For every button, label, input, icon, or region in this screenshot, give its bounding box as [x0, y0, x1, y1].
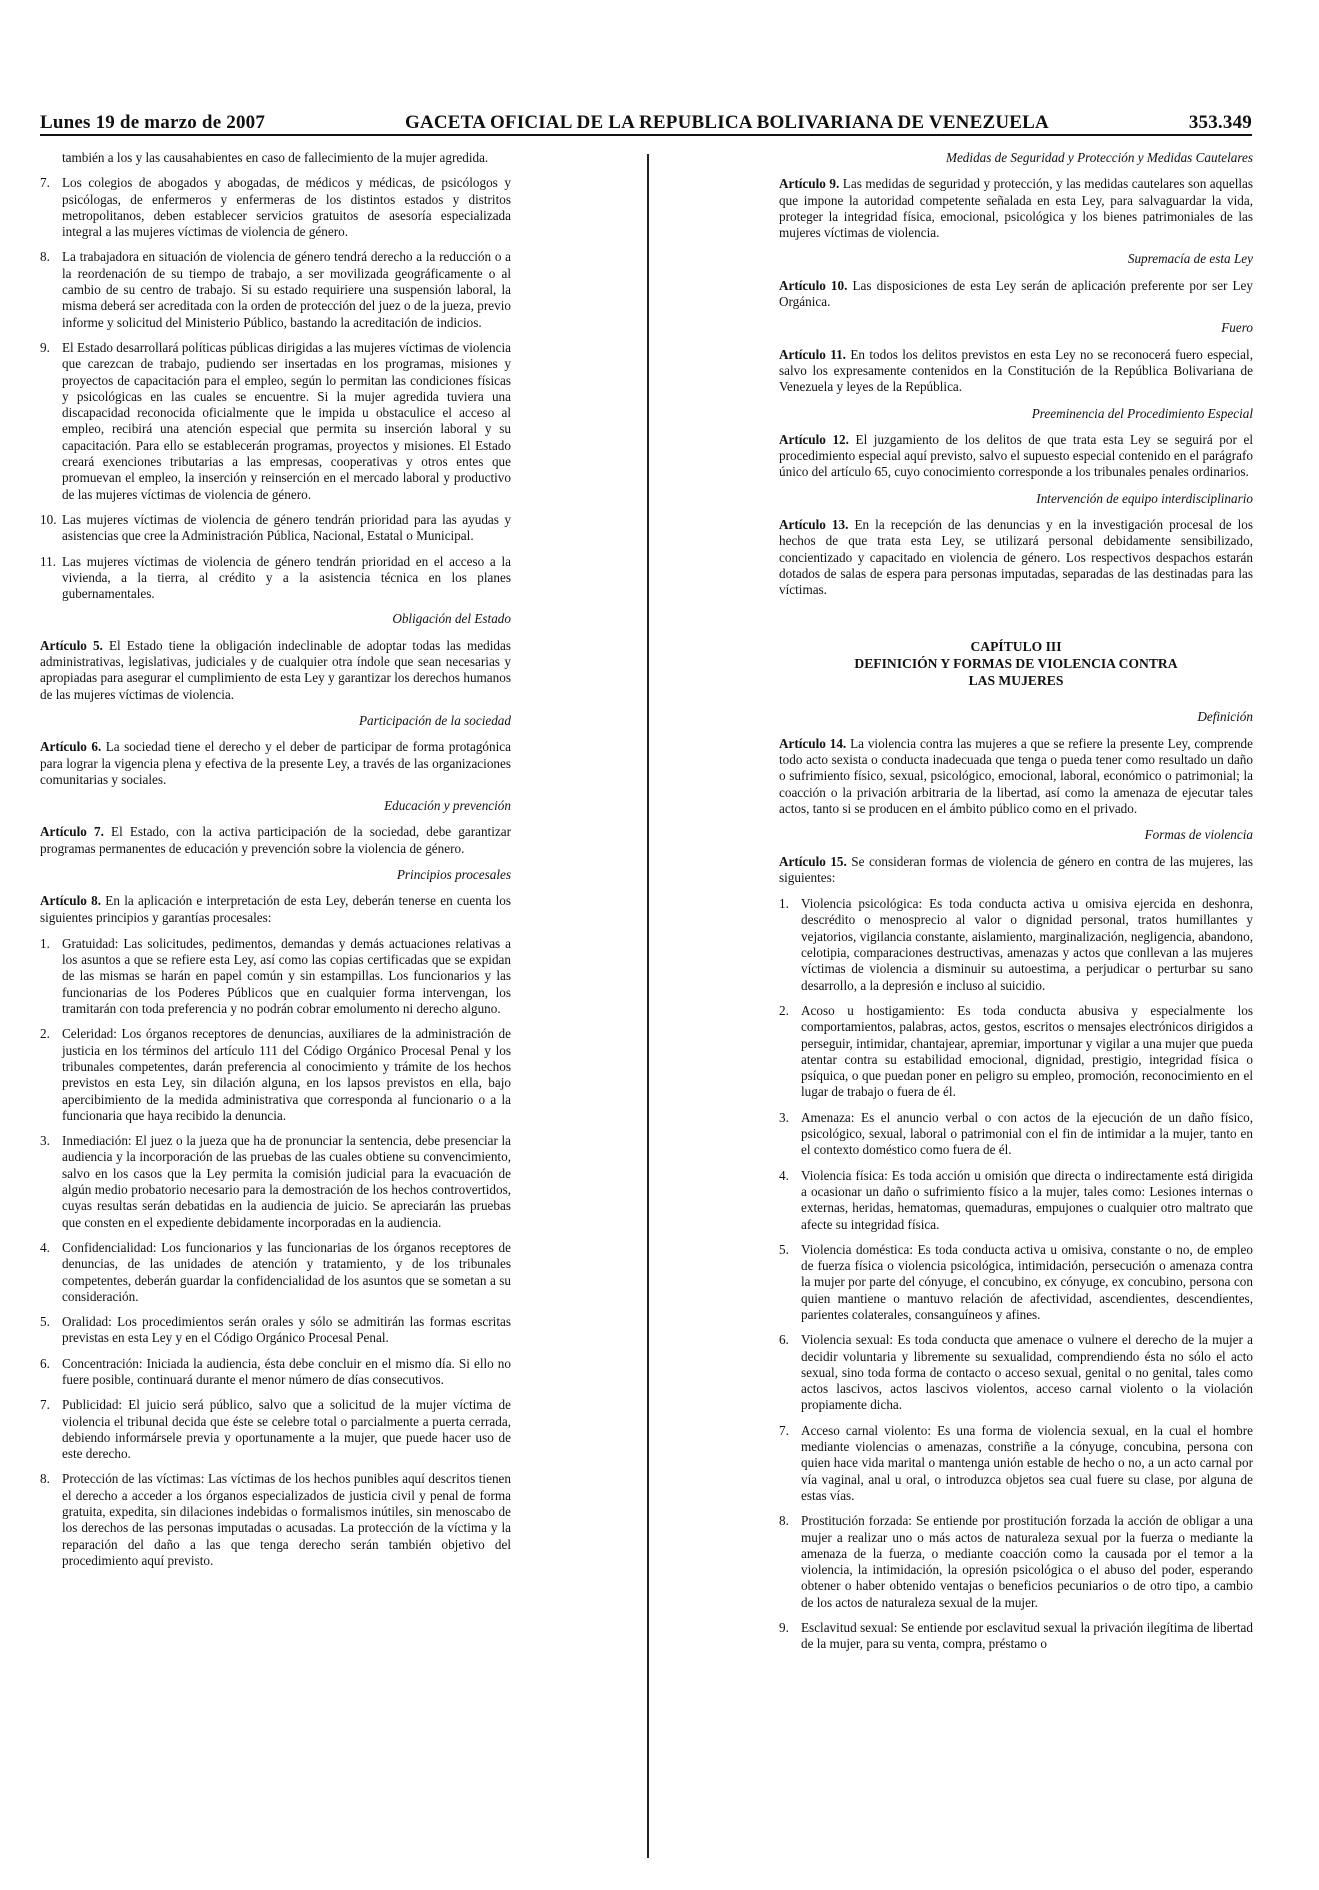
article-label: Artículo 15.: [779, 853, 847, 869]
article-heading: Obligación del Estado: [392, 611, 511, 627]
article-text: El Estado tiene la obligación indeclinable de adoptar todas las medidas administrativas, legislativas, judiciales y de cualquier otra índole que sean necesarias y apropiadas para asegurar el cumplimiento de esta Ley y garantizar los derechos humanos de las mujeres víctimas de violencia.: [40, 637, 511, 702]
article-text: En la aplicación e interpretación de esta Ley, deberán tenerse en cuenta los siguientes principios y garantías procesales:: [40, 893, 511, 925]
article-heading: Definición: [1197, 709, 1253, 725]
item-number: 6.: [40, 1355, 50, 1371]
article-label: Artículo 13.: [779, 517, 849, 533]
article-heading: Supremacía de esta Ley: [1127, 251, 1253, 267]
column-divider: [647, 154, 649, 1858]
list-item: [779, 1110, 1253, 1159]
item-number: 3.: [40, 1133, 50, 1149]
list-item: [40, 1133, 511, 1231]
article-7: [40, 824, 511, 857]
list-item: [40, 1471, 511, 1569]
chapter-heading: [779, 639, 1253, 690]
item-number: 8.: [40, 249, 50, 265]
item-text: Las mujeres víctimas de violencia de género tendrán prioridad en el acceso a la vivienda, a la tierra, al crédito y a la asistencia técnica en los planes gubernamentales.: [62, 553, 511, 602]
list-item: [40, 1356, 511, 1389]
item-text: Inmediación: El juez o la jueza que ha de pronunciar la sentencia, debe presenciar la audiencia y la incorporación de las pruebas de las cuales obtiene su convencimiento, salvo en los casos que la Ley permita la comisión judicial para la evacuación de algún medio probatorio necesario para la demostración de los hechos controvertidos, cuyas resultas serán debatidas en la audiencia de juicio. Se apreciarán las pruebas que consten en el expediente debidamente incorporadas en la audiencia.: [62, 1133, 511, 1230]
article-heading: Fuero: [1221, 320, 1253, 336]
article-text: El Estado, con la activa participación de la sociedad, debe garantizar programas permanentes de educación y prevención sobre la violencia de género.: [40, 824, 511, 856]
item-number: 1.: [40, 935, 50, 951]
item-text: Concentración: Iniciada la audiencia, ésta debe concluir en el mismo día. Si ello no fuere posible, continuará durante el menor número de días consecutivos.: [62, 1355, 511, 1387]
item-number: 9.: [779, 1620, 789, 1636]
item-number: 8.: [779, 1513, 789, 1529]
item-number: 2.: [40, 1026, 50, 1042]
item-text: Acceso carnal violento: Es una forma de violencia sexual, en la cual el hombre mediante violencias o amenazas, constriñe a la cónyuge, concubina, persona con quien hace vida marital o mantenga unión estable de hecho o no, a un acto carnal por vía vaginal, anal u oral, o introduzca objetos sea cual fuere su clase, por alguna de estas vías.: [801, 1422, 1253, 1503]
article-text: La violencia contra las mujeres a que se refiere la presente Ley, comprende todo acto sexista o conducta inadecuada que tenga o pueda tener como resultado un daño o sufrimiento físico, sexual, psicológico, emocional, laboral, económico o patrimonial; la coacción o la privación arbitraria de la libertad, así como la amenaza de ejecutar tales actos, tanto si se producen en el ámbito público como en el privado.: [779, 735, 1254, 816]
list-item: [779, 1003, 1253, 1101]
article-heading: Educación y prevención: [384, 798, 511, 814]
item-number: 5.: [779, 1241, 789, 1257]
chapter-title-line-1: DEFINICIÓN Y FORMAS DE VIOLENCIA CONTRA: [854, 655, 1178, 671]
article-11: [779, 347, 1253, 396]
article-label: Artículo 5.: [40, 637, 103, 653]
article-text: Se consideran formas de violencia de género en contra de las mujeres, las siguientes:: [779, 853, 1253, 885]
item-number: 3.: [779, 1109, 789, 1125]
list-item: [40, 340, 511, 503]
list-item: [40, 936, 511, 1017]
article-heading: Participación de la sociedad: [359, 712, 511, 728]
list-item: [779, 1513, 1253, 1611]
article-heading: Formas de violencia: [1144, 827, 1253, 843]
violence-forms-list: [779, 896, 1253, 1652]
item-text: El Estado desarrollará políticas públicas dirigidas a las mujeres víctimas de violencia que carezcan de trabajo, pudiendo ser insertadas en los programas, misiones y proyectos de capacitación para el empleo, según lo permitan las condiciones físicas y psicológicas en las cuales se encuentre. Si la mujer agredida tuviera una discapacidad reconocida oficialmente que le impida u obstaculice el acceso al empleo, recibirá una atención especial que permita su inserción laboral y su capacitación. Para ello se establecerán programas, proyectos y misiones. El Estado creará exenciones tributarias a las empresas, cooperativas y otros entes que promuevan el empleo, la inserción y reinserción en el mercado laboral y productivo de las mujeres víctimas de violencia de género.: [62, 339, 511, 502]
item-number: 7.: [40, 1397, 50, 1413]
list-item: [779, 1620, 1253, 1653]
article-text: En la recepción de las denuncias y en la investigación procesal de los hechos de que trata esta Ley, se utilizará personal debidamente sensibilizado, concientizado y capacitado en violencia de género. Los respectivos despachos estarán dotados de salas de espera para personas imputadas, separadas de las destinadas para las víctimas.: [779, 517, 1254, 598]
item-text: Publicidad: El juicio será público, salvo que a solicitud de la mujer víctima de violencia el tribunal decida que éste se celebre total o parcialmente a puerta cerrada, debiendo informársele previa y oportunamente a la mujer, que puede hacer uso de este derecho.: [62, 1397, 511, 1462]
item-text: Celeridad: Los órganos receptores de denuncias, auxiliares de la administración de justicia en los términos del artículo 111 del Código Orgánico Procesal Penal y los tribunales competentes, darán preferencia al conocimiento y trámite de los hechos previstos en esta Ley, sin dilación alguna, en los lapsos previstos en ella, bajo apercibimiento de la medida administrativa que corresponda al funcionario o a la funcionaria que haya recibido la denuncia.: [62, 1026, 511, 1123]
header-date: Lunes 19 de marzo de 2007: [40, 112, 266, 133]
item-number: 5.: [40, 1314, 50, 1330]
principles-list: [40, 936, 511, 1569]
article-heading: Medidas de Seguridad y Protección y Medidas Cautelares: [945, 150, 1253, 165]
item-number: 7.: [40, 175, 50, 191]
list-item: [779, 1242, 1253, 1323]
list-item: [40, 554, 511, 603]
article-text: En todos los delitos previstos en esta Ley no se reconocerá fuero especial, salvo los expresamente contenidos en la Constitución de la República Bolivariana de Venezuela y leyes de la República.: [779, 346, 1253, 395]
article-15: [779, 854, 1253, 887]
chapter-title-line-2: LAS MUJERES: [968, 672, 1064, 688]
list-item: [779, 896, 1253, 994]
article-9: [779, 176, 1253, 241]
list-item: [779, 1168, 1253, 1233]
article-8: [40, 893, 511, 926]
page-header: [40, 108, 1252, 136]
article-text: Las medidas de seguridad y protección, y las medidas cautelares son aquellas que impone la autoridad competente señalada en esta Ley, para salvaguardar la vida, proteger la integridad física, emocional, psicológica y los bienes patrimoniales de las mujeres víctimas de violencia.: [779, 176, 1254, 241]
item-number: 2.: [779, 1002, 789, 1018]
list-item: [779, 1332, 1253, 1413]
article-12: [779, 432, 1253, 481]
article-13: [779, 517, 1253, 598]
item-text: Las mujeres víctimas de violencia de género tendrán prioridad para las ayudas y asistencias que cree la Administración Pública, Nacional, Estatal o Municipal.: [62, 511, 511, 544]
list-item: [40, 249, 511, 330]
item-number: 9.: [40, 339, 50, 355]
item-text: Confidencialidad: Los funcionarios y las funcionarias de los órganos receptores de denuncias, de las unidades de atención y tratamiento, y de los tribunales competentes, deberán guardar la confidencialidad de los asuntos que se sometan a su consideración.: [62, 1239, 511, 1304]
article-10: [779, 278, 1253, 311]
article-label: Artículo 7.: [40, 824, 104, 840]
article-label: Artículo 12.: [779, 431, 849, 447]
item-text: Amenaza: Es el anuncio verbal o con actos de la ejecución de un daño físico, psicológico, sexual, laboral o patrimonial con el fin de intimidar a la mujer, tanto en el contexto doméstico como fuera de él.: [801, 1109, 1253, 1158]
item-text: Los colegios de abogados y abogadas, de médicos y médicas, de psicólogos y psicólogas, de enfermeros y enfermeras de los distintos estados y distritos metropolitanos, deben establecer servicios gratuitos de asesoría especializada integral a las mujeres víctimas de violencia de género.: [62, 175, 511, 240]
article-label: Artículo 6.: [40, 739, 102, 755]
item-text: Gratuidad: Las solicitudes, pedimentos, demandas y demás actuaciones relativas a los asuntos a que se refiere esta Ley, así como las copias certificadas que se expidan de las mismas se harán en papel común y sin estampillas. Los funcionarios y las funcionarias de los Poderes Públicos que en cualquier forma intervengan, los tramitarán con toda preferencia y no podrán cobrar emolumento ni derecho alguno.: [62, 935, 511, 1017]
rights-list: [40, 175, 511, 602]
article-label: Artículo 9.: [779, 176, 840, 192]
article-text: Las disposiciones de esta Ley serán de aplicación preferente por ser Ley Orgánica.: [779, 277, 1253, 310]
article-text: La sociedad tiene el derecho y el deber de participar de forma protagónica para lograr la vigencia plena y efectiva de la presente Ley, a través de las organizaciones comunitarias y sociales.: [40, 739, 511, 787]
article-heading: Intervención de equipo interdisciplinario: [1036, 490, 1253, 506]
item-text: Violencia doméstica: Es toda conducta activa u omisiva, constante o no, de empleo de fuerza física o violencia psicológica, intimidación, persecución o amenaza contra la mujer por parte del cónyuge, el concubino, ex cónyuge, ex concubino, persona con quien mantiene o mantuvo relación de afectividad, ascendientes, descendientes, parientes colaterales, consanguíneos y afines.: [801, 1241, 1253, 1322]
item-text: Acoso u hostigamiento: Es toda conducta abusiva y especialmente los comportamientos, palabras, actos, gestos, escritos o mensajes electrónicos dirigidos a perseguir, intimidar, chantajear, apremiar, importunar y vigilar a una mujer que pueda atentar contra su estabilidad emocional, dignidad, prestigio, integridad física o psíquica, o que puedan poner en peligro su empleo, promoción, reconocimiento en el lugar de trabajo o fuera de él.: [801, 1002, 1253, 1100]
article-label: Artículo 11.: [779, 346, 846, 362]
item-text: Esclavitud sexual: Se entiende por esclavitud sexual la privación ilegítima de libertad de la mujer, para su venta, compra, préstamo o: [801, 1620, 1253, 1652]
item-text: Violencia sexual: Es toda conducta que amenace o vulnere el derecho de la mujer a decidir voluntaria y libremente su sexualidad, comprendiendo ésta no sólo el acto sexual, sino toda forma de contacto o acceso sexual, genital o no genital, tales como actos lascivos, actos lascivos violentos, acceso carnal violento o la violación propiamente dicha.: [801, 1332, 1253, 1413]
header-page-number: 353.349: [1188, 112, 1252, 133]
left-column: [40, 150, 511, 1578]
article-6: [40, 739, 511, 788]
item-number: 7.: [779, 1422, 789, 1438]
chapter-number: CAPÍTULO III: [970, 638, 1062, 654]
list-item: [40, 1397, 511, 1462]
item-number: 11.: [40, 553, 56, 569]
list-item: [40, 175, 511, 240]
article-label: Artículo 10.: [779, 277, 848, 293]
list-item: [40, 1240, 511, 1305]
list-item: [40, 1314, 511, 1347]
item-number: 1.: [779, 896, 789, 912]
list-item: [40, 1026, 511, 1124]
article-14: [779, 736, 1253, 817]
list-item: [779, 1423, 1253, 1504]
item-number: 10.: [40, 511, 57, 527]
header-title: GACETA OFICIAL DE LA REPUBLICA BOLIVARIANA DE VENEZUELA: [404, 112, 1049, 133]
item-text: Oralidad: Los procedimientos serán orales y sólo se admitirán las formas escritas previstas en esta Ley y en el Código Orgánico Procesal Penal.: [62, 1314, 511, 1346]
article-heading: Preeminencia del Procedimiento Especial: [1031, 405, 1253, 421]
item-number: 8.: [40, 1471, 50, 1487]
item-text: Violencia física: Es toda acción u omisión que directa o indirectamente está dirigida a ocasionar un daño o sufrimiento físico a la mujer, tales como: Lesiones internas o externas, heridas, hematomas, quemaduras, empujones o cualquier otro maltrato que afecte su integridad física.: [801, 1167, 1253, 1232]
item-number: 4.: [40, 1239, 50, 1255]
item-text: Protección de las víctimas: Las víctimas de los hechos punibles aquí descritos tienen el derecho a acceder a los órganos especializados de justicia civil y penal de forma gratuita, expedita, sin dilaciones indebidas o formalismos inútiles, sin menoscabo de los derechos de las personas imputadas o acusadas. La protección de la víctima y la reparación del daño a las que tenga derecho serán también objetivo del procedimiento aquí previsto.: [62, 1471, 511, 1568]
article-label: Artículo 14.: [779, 735, 847, 751]
item-text: Prostitución forzada: Se entiende por prostitución forzada la acción de obligar a una mujer a realizar uno o más actos de naturaleza sexual por la fuerza o mediante la amenaza de la fuerza, o mediante coacción como la causada por el temor a la violencia, la intimidación, la opresión psicológica o el abuso del poder, esperando obtener o haber obtenido ventajas o beneficios pecuniarios o de otro tipo, a cambio de los actos de naturaleza sexual de la mujer.: [801, 1513, 1253, 1610]
item-text: La trabajadora en situación de violencia de género tendrá derecho a la reducción o a la reordenación de su tiempo de trabajo, a ser movilizada geográficamente o al cambio de su centro de trabajo. Si su estado requiriere una suspensión laboral, la misma deberá ser acreditada con la orden de protección del juez o de la jueza, previo informe y solicitud del Ministerio Público, bastando la acreditación de indicios.: [62, 249, 511, 330]
article-heading: Principios procesales: [396, 866, 511, 882]
article-5: [40, 638, 511, 703]
item-text: Violencia psicológica: Es toda conducta activa u omisiva ejercida en deshonra, descrédito o menosprecio al valor o dignidad personal, tratos humillantes y vejatorios, vigilancia constante, aislamiento, marginalización, negligencia, abandono, celotipia, comparaciones destructivas, amenazas y actos que conllevan a las mujeres víctimas de violencia a disminuir su autoestima, a perjudicar o perturbar su sano desarrollo, a la depresión e incluso al suicidio.: [801, 896, 1253, 993]
article-text: El juzgamiento de los delitos de que trata esta Ley se seguirá por el procedimiento especial aquí previsto, salvo el supuesto especial contenido en el parágrafo único del artículo 65, cuyo conocimiento corresponde a los tribunales penales ordinarios.: [779, 431, 1253, 480]
right-column: [779, 150, 1253, 1662]
list-item: [40, 512, 511, 545]
continued-text: también a los y las causahabientes en caso de fallecimiento de la mujer agredida.: [62, 150, 489, 165]
item-number: 6.: [779, 1332, 789, 1348]
article-label: Artículo 8.: [40, 893, 102, 909]
item-number: 4.: [779, 1167, 789, 1183]
